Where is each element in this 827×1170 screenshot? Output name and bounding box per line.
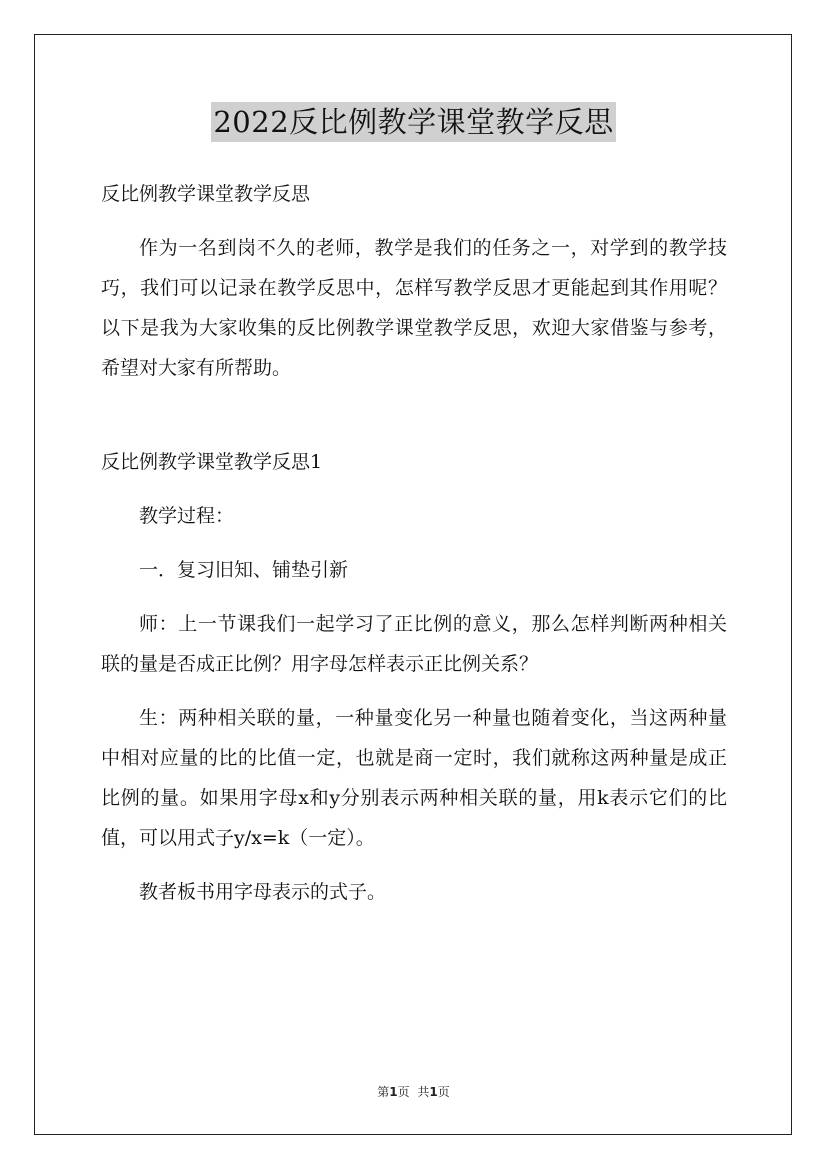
total-number: 1 <box>429 1085 438 1099</box>
body-paragraph: 一．复习旧知、铺垫引新 <box>139 559 349 581</box>
total-prefix: 共 <box>417 1085 430 1099</box>
section-heading: 反比例教学课堂教学反思1 <box>101 451 323 473</box>
document-subtitle: 反比例教学课堂教学反思 <box>101 183 311 205</box>
body-paragraph: 师：上一节课我们一起学习了正比例的意义，那么怎样判断两种相关联的量是否成正比例？用字母怎样表示正比例关系？ <box>101 613 727 675</box>
body-paragraph: 教学过程： <box>139 505 235 527</box>
body-paragraph: 教者板书用字母表示的式子。 <box>139 881 387 903</box>
page-number: 1 <box>389 1085 398 1099</box>
document-body <box>101 174 727 926</box>
title-wrap <box>0 102 827 142</box>
section-spacer <box>101 402 727 442</box>
document-title: 2022反比例教学课堂教学反思 <box>211 102 615 142</box>
page-footer <box>0 1083 827 1100</box>
total-suffix: 页 <box>437 1085 450 1099</box>
body-paragraph: 生：两种相关联的量，一种量变化另一种量也随着变化，当这两种量中相对应量的比的比值一定，也就是商一定时，我们就称这两种量是成正比例的量。如果用字母x和y分别表示两种相关联的量，用k表示它们的比值，可以用式子y/x=k（一定）。 <box>101 707 727 849</box>
page-suffix: 页 <box>397 1085 410 1099</box>
page-prefix: 第 <box>377 1085 390 1099</box>
intro-paragraph: 作为一名到岗不久的老师，教学是我们的任务之一，对学到的教学技巧，我们可以记录在教学反思中，怎样写教学反思才更能起到其作用呢？以下是我为大家收集的反比例教学课堂教学反思，欢迎大家借鉴与参考，希望对大家有所帮助。 <box>101 237 727 379</box>
